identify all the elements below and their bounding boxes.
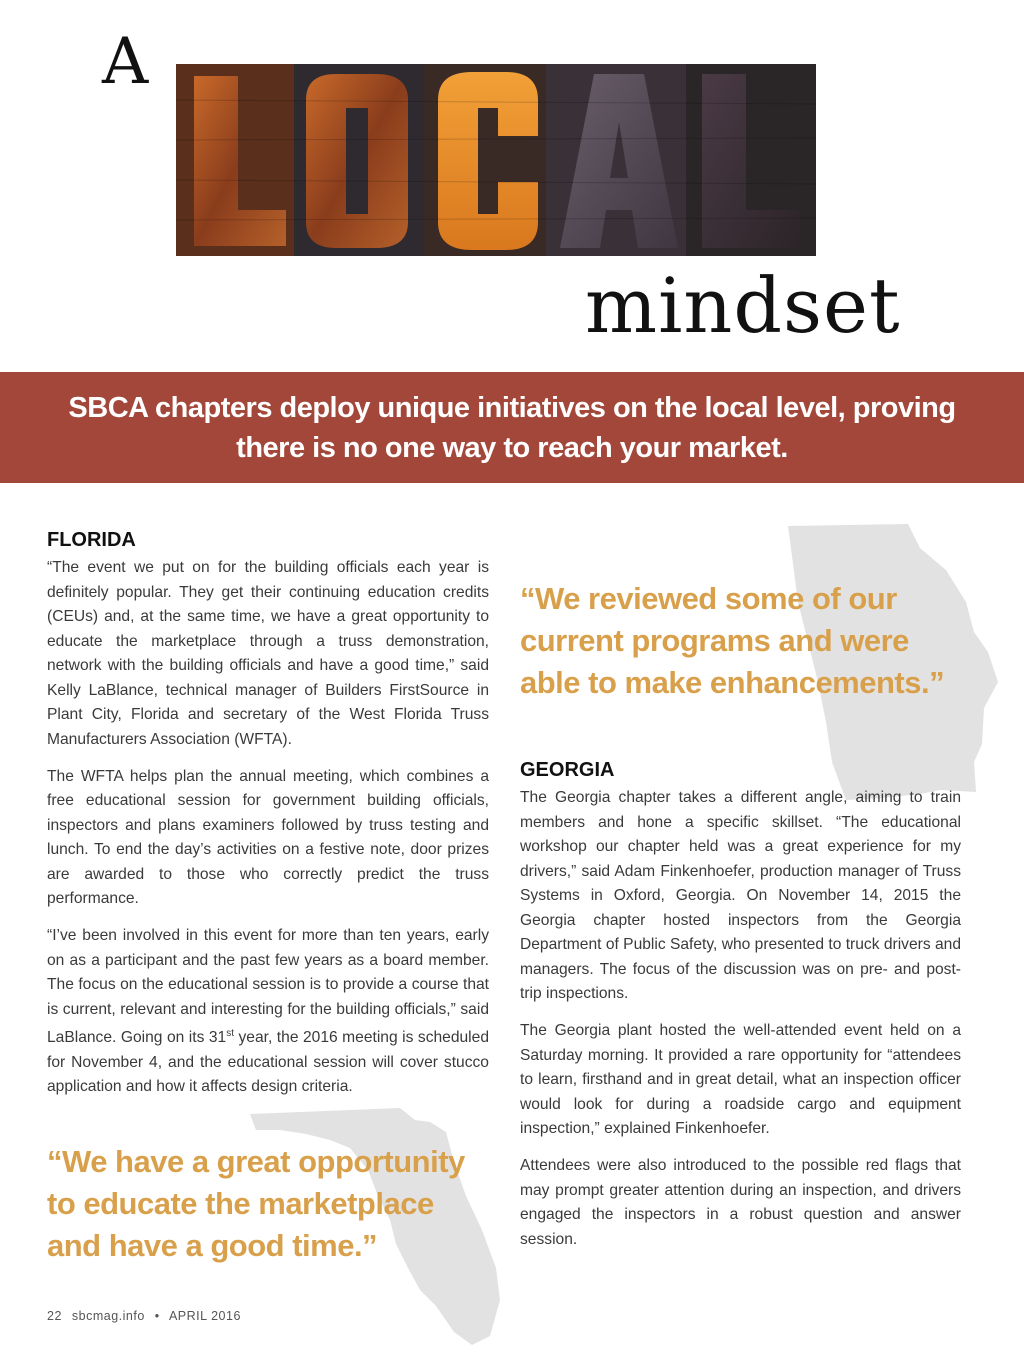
title-suffix: mindset (585, 261, 901, 350)
florida-paragraph-3-end: year, the 2016 meeting is scheduled for November 4, and the educational session will cover stucco application and how it affects design criteria. (47, 1029, 489, 1096)
georgia-paragraph-1: The Georgia chapter takes a different angle, aiming to train members and hone a specific skillset. “The educational workshop our chapter held was a great experience for my drivers,” said Adam Finkenhoefer, production manager of Truss Systems in Oxford, Georgia. On November 14, 2015 the Georgia chapter hosted inspectors from the Georgia Department of Public Safety, who presented to truck drivers and managers. The focus of the discussion was on pre- and post-trip inspections. (520, 789, 961, 1002)
title-prefix: A (102, 25, 149, 99)
georgia-heading: GEORGIA (520, 759, 615, 781)
subtitle-text: SBCA chapters deploy unique initiatives on the local level, proving there is no one way to reach your market. (68, 391, 956, 464)
florida-paragraph-3-start: “I’ve been involved in this event for more than ten years, early on as a participant and the past few years as a board member. The focus on the educational session is to provide a course that is current, relevant and interesting for the building officials,” said LaBlance. Going on its 31 (47, 927, 489, 1047)
florida-paragraph-2: The WFTA helps plan the annual meeting, which combines a free educational session for government building officials, inspectors and plans examiners followed by truss testing and lunch. To end the day’s activities on a festive note, door prizes are awarded to those who correctly predict the truss performance. (47, 767, 489, 907)
florida-heading: FLORIDA (47, 529, 136, 551)
georgia-article-column (520, 758, 961, 1265)
local-letterpress-graphic (176, 60, 816, 260)
florida-pull-quote: “We have a great opportunity to educate the marketplace and have a good time.” (47, 1144, 465, 1263)
subtitle-banner (0, 372, 1024, 483)
page-footer (47, 1309, 247, 1323)
florida-article-column (47, 528, 489, 1112)
ordinal-suffix: st (226, 1028, 235, 1039)
footer-site: sbcmag.info (71, 1309, 145, 1323)
footer-separator: • (154, 1309, 160, 1323)
footer-issue: APRIL 2016 (168, 1309, 241, 1323)
florida-paragraph-3 (47, 924, 489, 1100)
georgia-paragraph-3: Attendees were also introduced to the possible red flags that may prompt greater attention during an inspection, and drivers engaged the inspectors in a robust question and answer session. (520, 1157, 961, 1248)
page-number: 22 (47, 1309, 62, 1323)
georgia-paragraph-2: The Georgia plant hosted the well-attended event held on a Saturday morning. It provided a rare opportunity for “attendees to learn, firsthand and in great detail, what an inspection officer would look for during a roadside cargo and equipment inspection,” explained Finkenhoefer. (520, 1022, 961, 1137)
florida-paragraph-1: “The event we put on for the building officials each year is definitely popular. They get their continuing education credits (CEUs) and, at the same time, we have a great opportunity to educate the marketplace through a truss demonstration, network with the building officials and have a good time,” said Kelly LaBlance, technical manager of Builders FirstSource in Plant City, Florida and secretary of the West Florida Truss Manufacturers Association (WFTA). (47, 559, 489, 748)
georgia-pull-quote: “We reviewed some of our current programs and were able to make enhancements.” (520, 581, 945, 700)
